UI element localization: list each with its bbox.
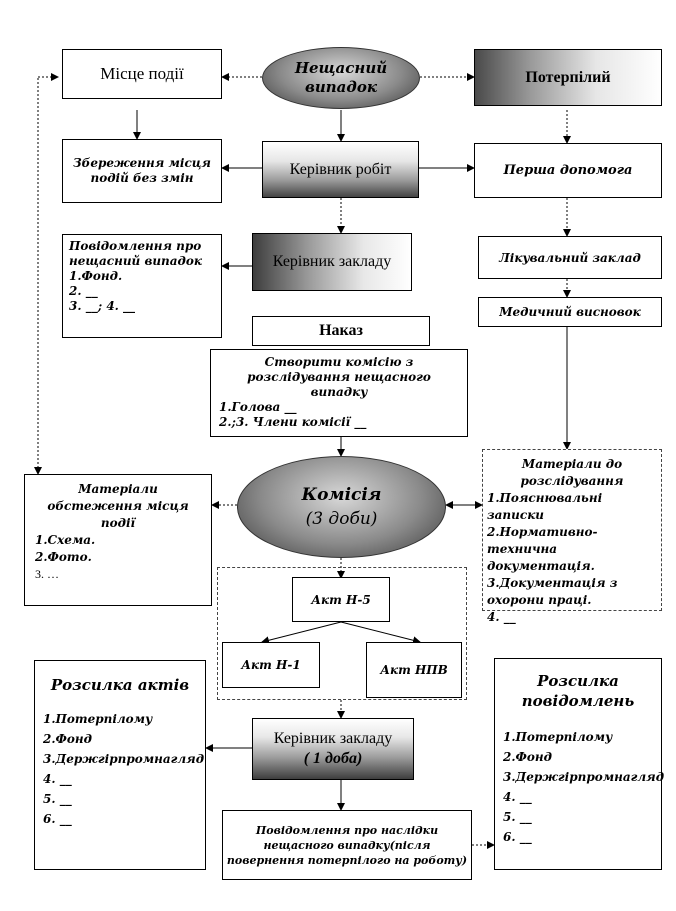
medical-facility-label: Лікувальний заклад bbox=[499, 250, 641, 265]
head-establishment-1day-line2: ( 1 доба) bbox=[303, 750, 363, 767]
scene-materials-item-2: 2.Фото. bbox=[35, 550, 92, 564]
medical-report-label: Медичний висновок bbox=[499, 305, 641, 319]
scene-materials-title-3: події bbox=[100, 516, 136, 530]
notices-distribution-item-6: 6. __ bbox=[503, 830, 532, 844]
investigation-materials-item-5: охорони праці. bbox=[487, 593, 592, 607]
notification-item-2: 2. __ bbox=[69, 284, 98, 298]
create-commission-node bbox=[210, 349, 468, 437]
investigation-materials-item-4: 3.Документація з bbox=[487, 576, 618, 590]
investigation-materials-title-2: розслідування bbox=[520, 474, 624, 488]
create-commission-title-1: Створити комісію з bbox=[264, 355, 414, 369]
head-establishment-label: Керівник закладу bbox=[272, 253, 392, 270]
notices-distribution-item-5: 5. __ bbox=[503, 810, 532, 824]
notification-title-1: Повідомлення про bbox=[69, 239, 202, 253]
acts-distribution-node bbox=[34, 660, 206, 870]
preserve-line1: Збереження місця bbox=[73, 156, 211, 170]
work-manager-label: Керівник робіт bbox=[289, 160, 392, 178]
preserve-line2: подій без змін bbox=[90, 171, 194, 185]
head-establishment-node bbox=[252, 233, 412, 291]
scene-materials-item-1: 1.Схема. bbox=[35, 533, 96, 547]
acts-distribution-item-2: 2.Фонд bbox=[43, 732, 93, 746]
acts-distribution-item-5: 5. __ bbox=[43, 792, 72, 806]
accident-line2: випадок bbox=[305, 78, 377, 96]
scene-materials-item-3: 3. … bbox=[35, 567, 59, 581]
first-aid-label: Перша допомога bbox=[503, 163, 633, 178]
acts-distribution-item-6: 6. __ bbox=[43, 812, 72, 826]
acts-distribution-title: Розсилка актів bbox=[50, 676, 190, 694]
accident-line1: Нещасний bbox=[294, 59, 388, 77]
consequences-notice-node bbox=[222, 810, 472, 880]
notification-title-2: нещасний випадок bbox=[69, 254, 203, 268]
victim-node bbox=[474, 49, 662, 106]
consequences-notice-line3: повернення потерпілого на роботу) bbox=[226, 853, 468, 867]
consequences-notice-line2: нещасного випадку(після bbox=[263, 838, 431, 852]
notices-distribution-title-2: повідомлень bbox=[521, 692, 635, 710]
medical-facility-node bbox=[478, 236, 662, 279]
consequences-notice-line1: Повідомлення про наслідки bbox=[255, 823, 439, 837]
notification-node bbox=[62, 234, 222, 338]
notices-distribution-node bbox=[494, 658, 665, 870]
scene-materials-node bbox=[24, 474, 212, 606]
act-h1-label: Акт Н-1 bbox=[241, 658, 301, 672]
scene-materials-title-2: обстеження місця bbox=[47, 499, 189, 513]
notices-distribution-item-3: 3.Держгірпромнагляд bbox=[503, 770, 665, 784]
order-node bbox=[252, 316, 430, 346]
investigation-materials-item-3: документація. bbox=[487, 559, 595, 573]
notices-distribution-item-1: 1.Потерпілому bbox=[503, 730, 613, 744]
create-commission-title-2: розслідування нещасного випадку bbox=[247, 370, 431, 399]
act-npv-node bbox=[366, 642, 462, 698]
head-establishment-1day-node bbox=[252, 718, 414, 780]
scene-label: Місце події bbox=[100, 64, 184, 83]
notices-distribution-title-1: Розсилка bbox=[537, 672, 619, 690]
scene-materials-title-1: Матеріали bbox=[78, 482, 158, 496]
notification-item-3: 3. __; 4. __ bbox=[69, 299, 136, 313]
act-h5-node bbox=[292, 577, 390, 622]
first-aid-node bbox=[474, 143, 662, 198]
medical-report-node bbox=[478, 297, 662, 327]
acts-distribution-item-1: 1.Потерпілому bbox=[43, 712, 153, 726]
notification-item-1: 1.Фонд. bbox=[69, 269, 123, 283]
create-commission-item-2: 2.;3. Члени комісії __ bbox=[219, 415, 367, 429]
commission-line2: (3 доби) bbox=[305, 509, 378, 529]
act-npv-label: Акт НПВ bbox=[380, 663, 448, 677]
investigation-materials-node bbox=[482, 449, 662, 624]
acts-distribution-item-4: 4. __ bbox=[43, 772, 72, 786]
head-establishment-1day-line1: Керівник закладу bbox=[273, 730, 393, 747]
notices-distribution-item-2: 2.Фонд bbox=[503, 750, 553, 764]
preserve-scene-node bbox=[62, 139, 222, 203]
create-commission-item-1: 1.Голова __ bbox=[219, 400, 297, 414]
commission-node bbox=[237, 456, 446, 558]
order-label: Наказ bbox=[319, 322, 363, 339]
victim-label: Потерпілий bbox=[525, 68, 611, 86]
investigation-materials-item-6: 4. __ bbox=[487, 610, 516, 624]
investigation-materials-title-1: Матеріали до bbox=[521, 457, 623, 471]
acts-distribution-item-3: 3.Держгірпромнагляд bbox=[43, 752, 205, 766]
scene-node bbox=[62, 49, 222, 99]
investigation-materials-item-1: 1.Пояснювальні записки bbox=[487, 491, 603, 522]
investigation-materials-item-2: 2.Нормативно-технична bbox=[487, 525, 598, 556]
accident-node bbox=[262, 47, 420, 109]
act-h5-label: Акт Н-5 bbox=[311, 592, 371, 607]
work-manager-node bbox=[262, 141, 419, 198]
act-h1-node bbox=[222, 642, 320, 688]
commission-line1: Комісія bbox=[301, 485, 382, 505]
notices-distribution-item-4: 4. __ bbox=[503, 790, 532, 804]
